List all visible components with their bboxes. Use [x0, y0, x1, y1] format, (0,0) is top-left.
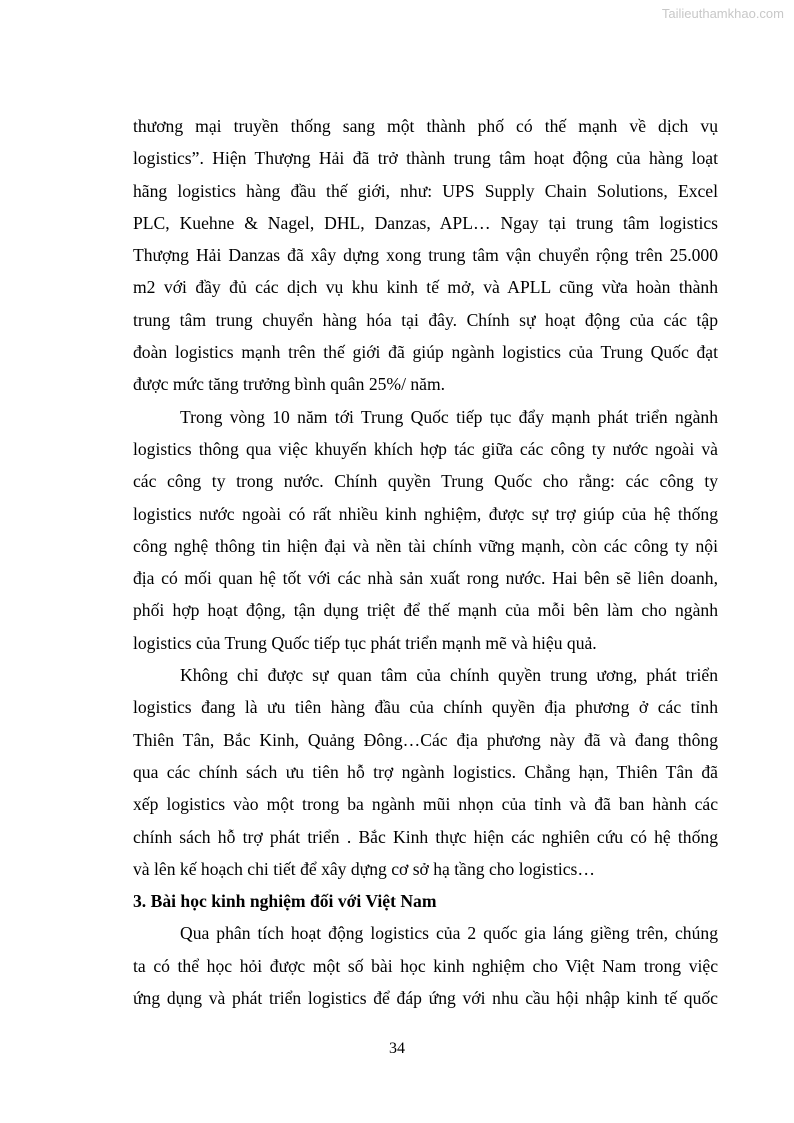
- text-line: PLC, Kuehne & Nagel, DHL, Danzas, APL… Ngay tại trung tâm logistics: [133, 212, 718, 233]
- text-line: đoàn logistics mạnh trên thế giới đã giúp ngành logistics của Trung Quốc đạt: [133, 342, 718, 363]
- text-line: và lên kế hoạch chi tiết để xây dựng cơ sở hạ tầng cho logistics…: [133, 858, 595, 879]
- text-line: m2 với đầy đủ các dịch vụ khu kinh tế mở, và APLL cũng vừa hoàn thành: [133, 277, 718, 298]
- text-line: chính sách hỗ trợ phát triển . Bắc Kinh thực hiện các nghiên cứu có hệ thống: [133, 826, 718, 847]
- text-line: 3. Bài học kinh nghiệm đối với Việt Nam: [133, 891, 437, 912]
- text-line: ta có thể học hỏi được một số bài học kinh nghiệm cho Việt Nam trong việc: [133, 955, 718, 976]
- text-line: logistics thông qua việc khuyến khích hợp tác giữa các công ty nước ngoài và: [133, 438, 718, 459]
- text-line: phối hợp hoạt động, tận dụng triệt để thế mạnh của mỗi bên làm cho ngành: [133, 600, 718, 621]
- text-line: địa có mối quan hệ tốt với các nhà sản xuất rong nước. Hai bên sẽ liên doanh,: [133, 568, 718, 589]
- text-line: ứng dụng và phát triển logistics để đáp ứng với nhu cầu hội nhập kinh tế quốc: [133, 988, 718, 1009]
- text-line: trung tâm trung chuyển hàng hóa tại đây. Chính sự hoạt động của các tập: [133, 309, 718, 330]
- text-line: Không chỉ được sự quan tâm của chính quyền trung ương, phát triển: [180, 665, 718, 686]
- watermark: Tailieuthamkhao.com: [661, 6, 784, 21]
- text-line: xếp logistics vào một trong ba ngành mũi nhọn của tỉnh và đã ban hành các: [133, 794, 718, 815]
- paragraph: [133, 917, 718, 1014]
- text-line: Thiên Tân, Bắc Kinh, Quảng Đông…Các địa phương này đã và đang thông: [133, 729, 718, 750]
- text-line: Trong vòng 10 năm tới Trung Quốc tiếp tục đẩy mạnh phát triển ngành: [180, 406, 718, 427]
- text-line: logistics”. Hiện Thượng Hải đã trở thành trung tâm hoạt động của hàng loạt: [133, 148, 718, 169]
- text-line: các công ty trong nước. Chính quyền Trung Quốc cho rằng: các công ty: [133, 471, 718, 492]
- document-body: [133, 110, 718, 1014]
- paragraph: [133, 659, 718, 885]
- text-line: hãng logistics hàng đầu thế giới, như: UPS Supply Chain Solutions, Excel: [133, 180, 718, 201]
- text-line: logistics nước ngoài có rất nhiều kinh nghiệm, được sự trợ giúp của hệ thống: [133, 503, 718, 524]
- text-line: công nghệ thông tin hiện đại và nền tài chính vững mạnh, còn các công ty nội: [133, 535, 718, 556]
- section-heading: [133, 885, 718, 917]
- page-number: 34: [389, 1040, 405, 1057]
- paragraph: [133, 401, 718, 659]
- text-line: logistics đang là ưu tiên hàng đầu của chính quyền địa phương ở các tỉnh: [133, 697, 718, 718]
- text-line: logistics của Trung Quốc tiếp tục phát triển mạnh mẽ và hiệu quả.: [133, 632, 597, 653]
- text-line: được mức tăng trưởng bình quân 25%/ năm.: [133, 374, 446, 395]
- text-line: Thượng Hải Danzas đã xây dựng xong trung tâm vận chuyển rộng trên 25.000: [133, 245, 718, 266]
- text-line: Qua phân tích hoạt động logistics của 2 quốc gia láng giềng trên, chúng: [180, 923, 718, 944]
- paragraph: [133, 110, 718, 401]
- text-line: qua các chính sách ưu tiên hỗ trợ ngành logistics. Chẳng hạn, Thiên Tân đã: [133, 761, 718, 782]
- text-line: thương mại truyền thống sang một thành phố có thế mạnh về dịch vụ: [133, 116, 718, 136]
